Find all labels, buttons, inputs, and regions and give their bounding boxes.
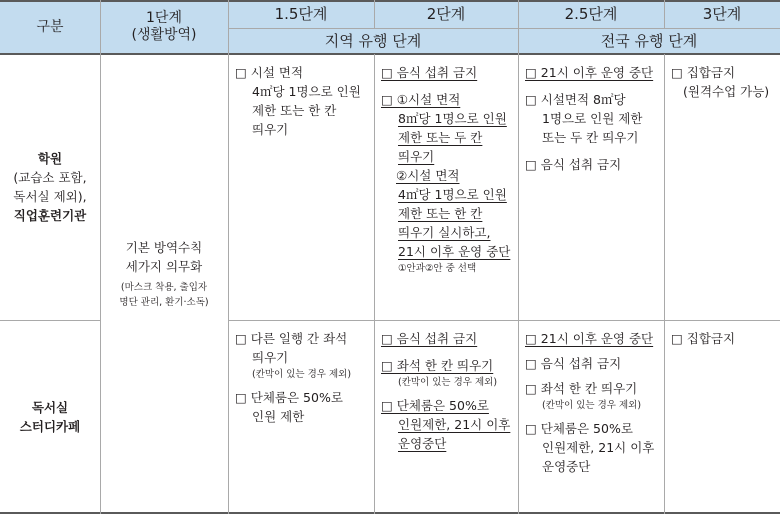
reading-level25 xyxy=(518,320,664,476)
academy-l25-e: □ 음식 섭취 금지 xyxy=(525,157,622,172)
reading-l2-c: (칸막이 있는 경우 제외) xyxy=(398,377,498,388)
academy-l25-a: □ 21시 이후 운영 중단 xyxy=(525,65,654,80)
header-level3-label: 3단계 xyxy=(702,4,742,23)
academy-l15-a: □ 시설 면적 xyxy=(235,65,304,80)
academy-l2-a: □ 음식 섭취 금지 xyxy=(381,65,478,80)
academy-l3-b: (원격수업 가능) xyxy=(683,84,770,99)
reading-level3 xyxy=(664,320,780,348)
col-divider-2 xyxy=(228,0,229,514)
row-label-academy xyxy=(0,54,100,320)
col-divider-5 xyxy=(664,0,665,28)
col-divider-1 xyxy=(100,0,101,514)
academy-l2-g: 4㎡당 1명으로 인원 xyxy=(398,187,507,202)
common-note1: (마스크 착용, 출입자 xyxy=(120,282,208,293)
reading-l25-f: 인원제한, 21시 이후 xyxy=(542,440,655,455)
reading-l25-a: □ 21시 이후 운영 중단 xyxy=(525,331,654,346)
academy-l3-a: □ 집합금지 xyxy=(671,65,736,80)
academy-l2-f: ②시설 면적 xyxy=(396,168,460,183)
reading-l2-d: □ 단체룸은 50%로 xyxy=(381,398,489,413)
col-divider-4 xyxy=(518,0,519,514)
reading-l15-c: (칸막이 있는 경우 제외) xyxy=(252,369,352,380)
header-mid-divider xyxy=(228,28,780,29)
row-divider xyxy=(0,320,100,321)
header-level2-label: 2단계 xyxy=(426,4,466,23)
reading-l15-a: □ 다른 일행 간 좌석 xyxy=(235,331,348,346)
academy-label-sub1: (교습소 포함, xyxy=(13,170,87,185)
header-regional-label: 지역 유행 단계 xyxy=(324,31,422,50)
reading-l15-e: 인원 제한 xyxy=(252,409,305,424)
academy-l15-c: 제한 또는 한 칸 xyxy=(252,103,337,118)
header-level2 xyxy=(374,0,518,28)
academy-l15-d: 띄우기 xyxy=(252,122,289,137)
header-level1-subtitle: (생활방역) xyxy=(131,27,197,43)
header-regional xyxy=(228,28,518,54)
academy-label-title: 학원 xyxy=(37,151,63,166)
table-top-border xyxy=(0,0,780,2)
reading-l25-b: □ 음식 섭취 금지 xyxy=(525,356,622,371)
header-national-label: 전국 유행 단계 xyxy=(600,31,698,50)
academy-l25-c: 1명으로 인원 제한 xyxy=(542,111,643,126)
academy-l2-k: ①안과②안 중 선택 xyxy=(398,263,477,274)
academy-label-title2: 직업훈련기관 xyxy=(13,208,87,223)
academy-l2-j: 21시 이후 운영 중단 xyxy=(398,244,511,259)
level1-common-rules xyxy=(100,54,228,514)
academy-l2-b: □ ①시설 면적 xyxy=(381,92,461,107)
row-label-reading xyxy=(0,320,100,514)
header-level25-label: 2.5단계 xyxy=(564,4,618,23)
header-level25 xyxy=(518,0,664,28)
col-divider-3 xyxy=(374,0,375,28)
reading-l15-d: □ 단체룸은 50%로 xyxy=(235,390,343,405)
row-divider-right xyxy=(228,320,780,321)
header-bottom-border xyxy=(0,53,780,55)
col-divider-5b xyxy=(664,54,665,514)
academy-level3 xyxy=(664,54,780,101)
reading-l25-e: □ 단체룸은 50%로 xyxy=(525,421,633,436)
reading-l2-b: □ 좌석 한 칸 띄우기 xyxy=(381,358,494,373)
header-level15-label: 1.5단계 xyxy=(274,4,328,23)
header-level3 xyxy=(664,0,780,28)
common-note2: 명단 관리, 환기·소독) xyxy=(119,297,209,308)
reading-level2 xyxy=(374,320,518,453)
common-line1: 기본 방역수칙 xyxy=(125,240,203,255)
reading-label-title: 독서실 xyxy=(31,400,69,415)
academy-l25-d: 또는 두 칸 띄우기 xyxy=(542,130,639,145)
reading-l3-a: □ 집합금지 xyxy=(671,331,736,346)
academy-l2-h: 제한 또는 한 칸 xyxy=(398,206,483,221)
reading-level15 xyxy=(228,320,374,426)
header-level15 xyxy=(228,0,374,28)
header-level1-title: 1단계 xyxy=(146,10,182,26)
reading-l25-d: (칸막이 있는 경우 제외) xyxy=(542,400,642,411)
header-category-label: 구분 xyxy=(36,18,64,35)
academy-level25 xyxy=(518,54,664,174)
common-line2: 세가지 의무화 xyxy=(125,259,203,274)
reading-l2-a: □ 음식 섭취 금지 xyxy=(381,331,478,346)
reading-l15-b: 띄우기 xyxy=(252,350,289,365)
header-national xyxy=(518,28,780,54)
academy-l2-i: 띄우기 실시하고, xyxy=(398,225,491,240)
academy-l2-e: 띄우기 xyxy=(398,149,435,164)
academy-l2-d: 제한 또는 두 칸 xyxy=(398,130,483,145)
reading-l25-c: □ 좌석 한 칸 띄우기 xyxy=(525,381,638,396)
reading-label-title2: 스터디카페 xyxy=(19,419,81,434)
reading-l2-e: 인원제한, 21시 이후 xyxy=(398,417,511,432)
academy-level2 xyxy=(374,54,518,276)
header-level1 xyxy=(100,0,228,54)
reading-l2-f: 운영중단 xyxy=(398,436,447,451)
academy-l25-b: □ 시설면적 8㎡당 xyxy=(525,92,626,107)
academy-label-sub2: 독서실 제외), xyxy=(13,189,87,204)
academy-l15-b: 4㎡당 1명으로 인원 xyxy=(252,84,361,99)
academy-level15 xyxy=(228,54,374,139)
col-divider-3b xyxy=(374,54,375,514)
reading-l25-g: 운영중단 xyxy=(542,459,591,474)
header-category xyxy=(0,0,100,54)
academy-l2-c: 8㎡당 1명으로 인원 xyxy=(398,111,507,126)
